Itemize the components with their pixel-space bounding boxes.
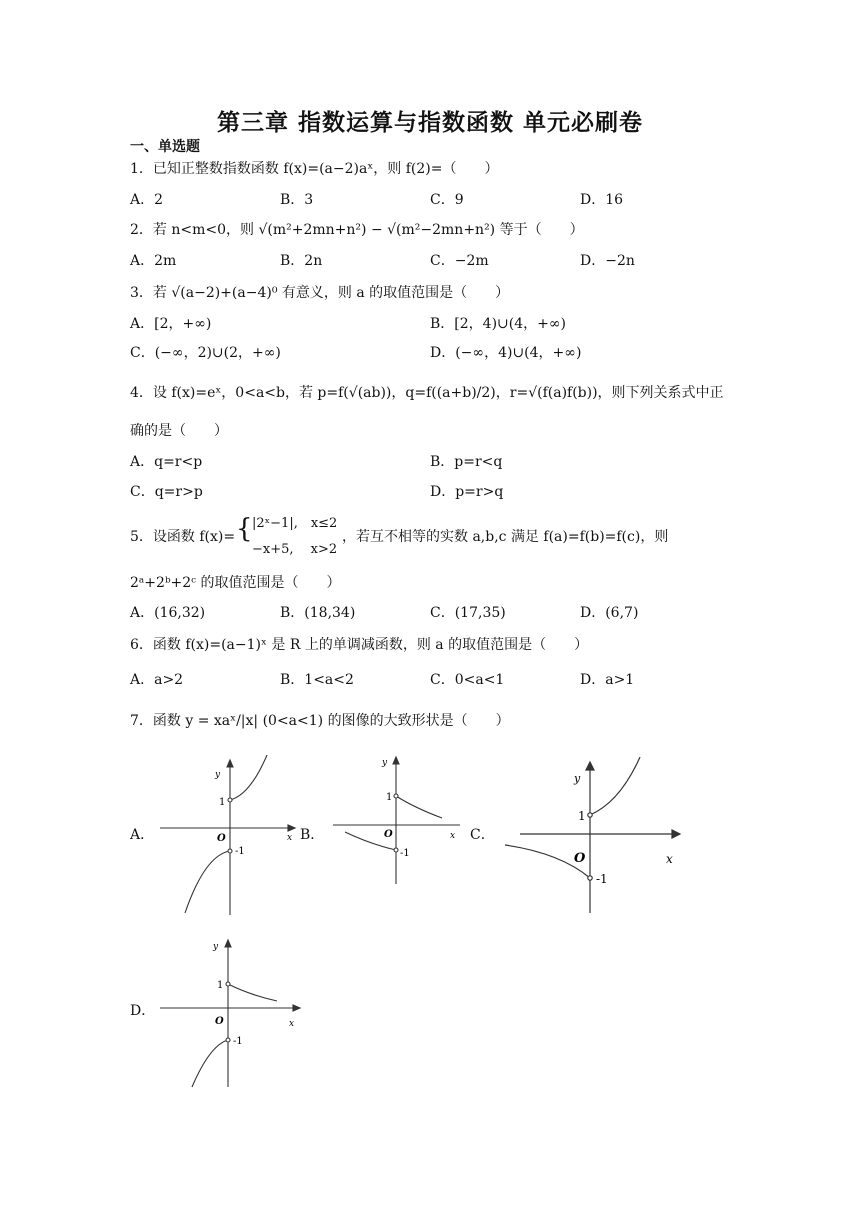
curve-upper bbox=[230, 755, 267, 800]
question-2-stem: 2．若 n<m<0，则 √(m²+2mn+n²) − √(m²−2mn+n²) 等于（ ） bbox=[130, 222, 584, 238]
question-5-stem-cont: 2ᵃ+2ᵇ+2ᶜ 的取值范围是（ ） bbox=[130, 575, 341, 591]
q1-option-b: B．3 bbox=[280, 192, 314, 208]
q2-option-b: B．2n bbox=[280, 253, 323, 269]
open-point-1 bbox=[228, 798, 232, 802]
origin-label: O bbox=[574, 851, 586, 866]
q7-option-c: C． bbox=[470, 827, 495, 843]
q6-option-d: D．a>1 bbox=[580, 672, 635, 688]
q1-option-c: C．9 bbox=[430, 192, 464, 208]
x-axis-arrow bbox=[288, 825, 295, 831]
q7-option-d: D． bbox=[130, 1003, 156, 1019]
label-one: 1 bbox=[386, 792, 393, 803]
label-one: 1 bbox=[219, 797, 226, 808]
label-one: 1 bbox=[217, 980, 224, 991]
y-label: y bbox=[215, 770, 221, 780]
y-axis-arrow bbox=[225, 940, 231, 947]
q4-option-c: C．q=r>p bbox=[130, 484, 203, 500]
open-point-1 bbox=[588, 813, 592, 817]
graph-option-c bbox=[500, 757, 690, 917]
q5-option-a: A．(16,32) bbox=[130, 605, 206, 621]
x-axis-arrow bbox=[293, 1005, 300, 1011]
q1-option-a: A．2 bbox=[130, 192, 164, 208]
label-neg-one: -1 bbox=[235, 846, 245, 857]
x-label: x bbox=[450, 831, 456, 841]
page-title: 第三章 指数运算与指数函数 单元必刷卷 bbox=[216, 110, 643, 136]
q3-option-b: B．[2，4)∪(4，+∞) bbox=[430, 316, 566, 332]
origin-label: O bbox=[215, 1016, 224, 1027]
y-axis-arrow bbox=[393, 757, 399, 764]
q3-option-c: C．(−∞，2)∪(2，+∞) bbox=[130, 345, 281, 361]
q3-option-a: A．[2，+∞) bbox=[130, 316, 212, 332]
graph-option-d bbox=[155, 935, 305, 1090]
x-label: x bbox=[287, 833, 293, 843]
q7-option-b: B． bbox=[300, 827, 325, 843]
q6-option-a: A．a>2 bbox=[130, 672, 184, 688]
q1-option-d: D．16 bbox=[580, 192, 624, 208]
q6-option-c: C．0<a<1 bbox=[430, 672, 505, 688]
x-label: x bbox=[666, 852, 673, 866]
question-5-stem-pre: 5．设函数 f(x)= bbox=[130, 529, 236, 545]
question-1-stem: 1．已知正整数指数函数 f(x)=(a−2)aˣ，则 f(2)=（ ） bbox=[130, 161, 499, 177]
open-point-1 bbox=[394, 794, 398, 798]
q6-option-b: B．1<a<2 bbox=[280, 672, 354, 688]
section-heading: 一、单选题 bbox=[130, 139, 200, 155]
open-point-1 bbox=[226, 982, 230, 986]
q5-option-d: D．(6,7) bbox=[580, 605, 639, 621]
question-7-stem: 7．函数 y = xaˣ/|x| (0<a<1) 的图像的大致形状是（ ） bbox=[130, 713, 510, 729]
question-6-stem: 6．函数 f(x)=(a−1)ˣ 是 R 上的单调减函数，则 a 的取值范围是（ ） bbox=[130, 637, 589, 653]
question-3-stem: 3．若 √(a−2)+(a−4)⁰ 有意义，则 a 的取值范围是（ ） bbox=[130, 285, 510, 301]
q4-option-a: A．q=r<p bbox=[130, 454, 203, 470]
x-axis-arrow bbox=[672, 830, 680, 838]
question-4-stem: 4．设 f(x)=eˣ，0<a<b，若 p=f(√(ab))，q=f((a+b)/2)，r=√(f(a)f(b))，则下列关系式中正 bbox=[130, 385, 724, 401]
curve-upper bbox=[396, 796, 442, 818]
open-point-neg1 bbox=[394, 848, 398, 852]
label-neg-one: -1 bbox=[596, 872, 608, 886]
q7-option-a: A． bbox=[130, 827, 155, 843]
question-4-stem-cont: 确的是（ ） bbox=[130, 423, 228, 439]
label-neg-one: -1 bbox=[233, 1036, 243, 1047]
curve-lower bbox=[185, 851, 230, 913]
origin-label: O bbox=[217, 833, 226, 844]
y-axis-arrow bbox=[586, 762, 594, 770]
q2-option-c: C．−2m bbox=[430, 253, 489, 269]
open-point-neg1 bbox=[228, 849, 232, 853]
graph-option-a bbox=[155, 755, 300, 920]
curve-upper bbox=[228, 984, 277, 1001]
q4-option-b: B．p=r<q bbox=[430, 454, 503, 470]
open-point-neg1 bbox=[226, 1038, 230, 1042]
y-label: y bbox=[574, 772, 581, 785]
q5-piece-2: −x+5, x>2 bbox=[252, 542, 338, 557]
open-point-neg1 bbox=[588, 876, 592, 880]
q5-option-b: B．(18,34) bbox=[280, 605, 356, 621]
graph-option-b bbox=[330, 752, 465, 887]
y-label: y bbox=[213, 942, 219, 952]
piecewise-brace: { bbox=[236, 514, 253, 544]
label-one: 1 bbox=[578, 809, 586, 823]
q5-piece-1: |2ˣ−1|, x≤2 bbox=[252, 516, 338, 531]
label-neg-one: -1 bbox=[400, 848, 410, 859]
origin-label: O bbox=[384, 829, 393, 840]
question-5-stem-post: ，若互不相等的实数 a,b,c 满足 f(a)=f(b)=f(c)，则 bbox=[342, 529, 669, 545]
q2-option-d: D．−2n bbox=[580, 253, 635, 269]
q4-option-d: D．p=r>q bbox=[430, 484, 504, 500]
q2-option-a: A．2m bbox=[130, 253, 177, 269]
q3-option-d: D．(−∞，4)∪(4，+∞) bbox=[430, 345, 582, 361]
q5-option-c: C．(17,35) bbox=[430, 605, 506, 621]
x-label: x bbox=[289, 1019, 295, 1029]
y-axis-arrow bbox=[227, 760, 233, 767]
curve-lower bbox=[192, 1040, 228, 1087]
y-label: y bbox=[382, 758, 388, 768]
curve-upper bbox=[590, 757, 640, 815]
